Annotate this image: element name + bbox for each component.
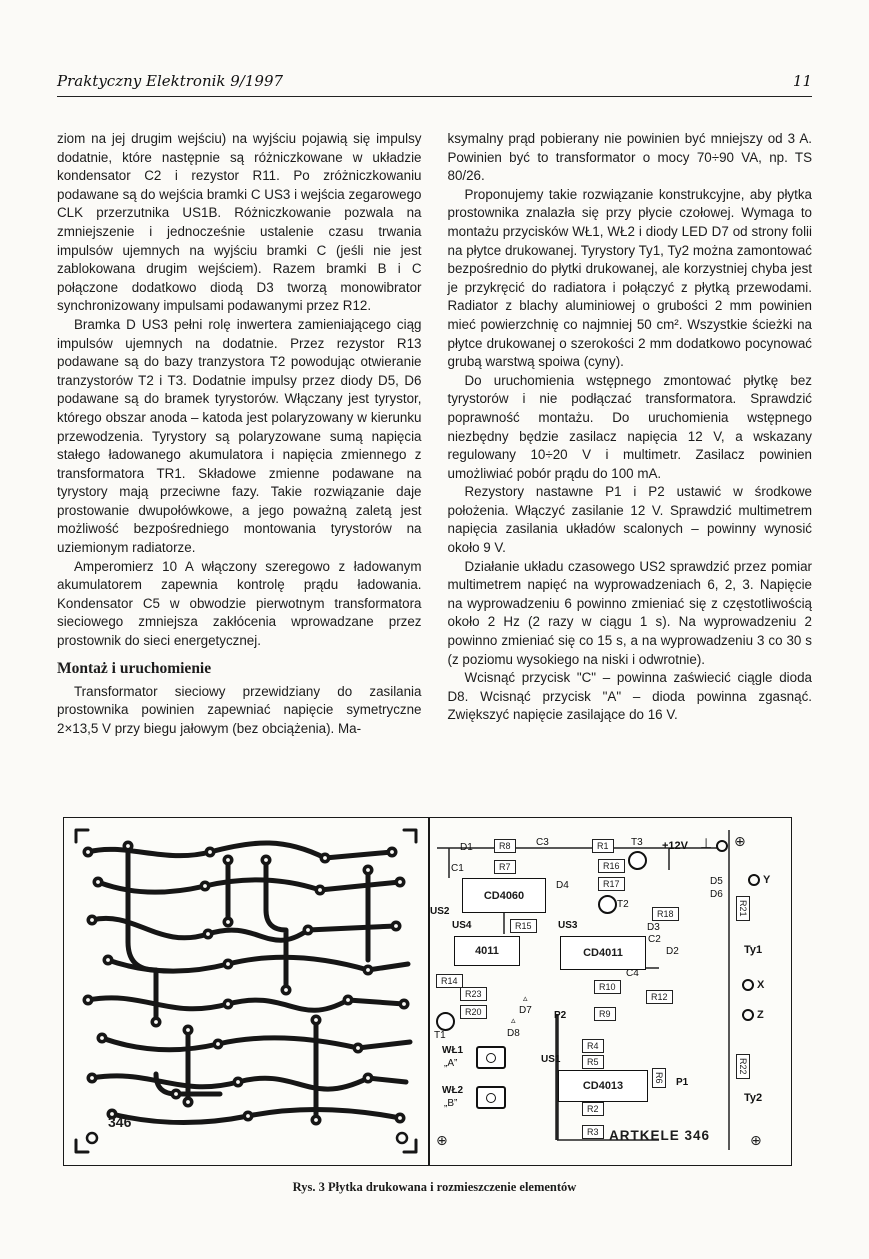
resistor-r15: R15 xyxy=(510,919,537,933)
column-left xyxy=(57,130,422,738)
pcb-trace-art xyxy=(70,824,422,1158)
article-body xyxy=(57,130,812,738)
section-heading: Montaż i uruchomienie xyxy=(57,659,212,677)
terminal-z-label: Z xyxy=(757,1009,764,1021)
terminal-top xyxy=(716,840,728,852)
ground-icon: ⊥ xyxy=(700,836,713,852)
resistor-r3: R3 xyxy=(582,1125,604,1139)
resistor-r14: R14 xyxy=(436,974,463,988)
resistor-r4: R4 xyxy=(582,1039,604,1053)
terminal-y xyxy=(748,874,770,886)
label-transistor-t3: T3 xyxy=(631,837,643,848)
ic-cd4013-label: CD4013 xyxy=(582,1080,624,1092)
terminal-z xyxy=(742,1009,764,1021)
ic-cd4060 xyxy=(462,878,546,913)
registration-mark-icon: ⊕ xyxy=(436,1133,448,1149)
label-wl2-b: „B” xyxy=(444,1098,458,1109)
paragraph: ziom na jej drugim wejściu) na wyjściu pojawią się impulsy dodatnie, które następnie są różniczkowane w układzie kondensator C2 i rezystor R11. Po zróżniczkowaniu podawane są do wejścia bramki C US3 i wejścia zegarowego CLK przerzutnika US1B. Różniczkowanie pozwala na zmniejszenie i jednocześnie ustalenie czasu trwania impulsów ujemnych na wyjściu bramki C (jeśli nie jest zablokowana drugim wejściem). Razem bramki B i C połączone dodatkowo diodą D3 tworzą monowibrator synchronizowany impulsami podawanymi przez R12. xyxy=(57,131,422,314)
label-cap-c1: C1 xyxy=(451,863,464,874)
transistor-t1-body xyxy=(436,1012,455,1031)
registration-mark-icon: ⊕ xyxy=(734,834,746,850)
paragraph: Transformator sieciowy przewidziany do zasilania prostownika powinien zapewniać napięcie symetryczne 2×13,5 V przy biegu jałowym (bez obciążenia). Ma- xyxy=(57,683,422,736)
label-transistor-t2: T2 xyxy=(617,899,629,910)
label-wl1: WŁ1 xyxy=(442,1045,464,1056)
label-us1: US1 xyxy=(541,1054,561,1065)
figure-pcb xyxy=(63,817,792,1166)
terminal-x-label: X xyxy=(757,979,765,991)
label-ty2: Ty2 xyxy=(744,1092,763,1104)
pcb-number: 346 xyxy=(108,1114,132,1130)
page-number: 11 xyxy=(792,72,812,90)
terminal-x xyxy=(742,979,764,991)
resistor-r6: R6 xyxy=(652,1068,666,1088)
paragraph: Bramka D US3 pełni rolę inwertera zamieniającego ciąg impulsów ujemnych na dodatnie. Przez rezystor R13 podawane są do bazy tranzystora T2 powodując otwieranie tranzystorów T2 i T3. Dodatnie impulsy przez diody D5, D6 podawane są do bramek tyrystorów. Włączany jest tyrystor, którego obszar anoda – katoda jest polaryzowany w kierunku przewodzenia. Tyrystory są polaryzowane sumą napięcia stałego ładowanego akumulatora i napięcia zmiennego z transformatora TR1. Składowe zmienne podawane na tyrystory mają przeciwne fazy. Takie rozwiązanie daje prostowanie dwupołówkowe, a jego poważną zaletą jest możliwość bezpośredniego montowania tyrystorów na uziemionym radiatorze. xyxy=(57,316,422,556)
resistor-r22: R22 xyxy=(736,1054,750,1079)
diode-d8-icon: ▵ xyxy=(511,1016,516,1026)
label-cap-c2: C2 xyxy=(648,934,661,945)
paragraph: Proponujemy takie rozwiązanie konstrukcyjne, aby płytka prostownika znalazła się przy płycie czołowej. Wymaga to montażu przycisków WŁ1, WŁ2 i diody LED D7 od strony folii na płytce drukowanej. Tyrystory Ty1, Ty2 można zamontować bezpośrednio do płytki drukowanej, ale korzystniej chyba jest je przykręcić do radiatora i połączyć z płytką przewodami. Radiator z blachy aluminiowej o grubości 2 mm powinien mieć powierzchnię co najmniej 50 cm². Wszystkie ścieżki na płytce drukowanej o szerokości 2 mm dodatkowo pocynować grubą warstwą spoiwa (cyny). xyxy=(447,186,812,370)
label-transistor-t1: T1 xyxy=(434,1030,446,1041)
transistor-t2-body xyxy=(598,895,617,914)
resistor-r10: R10 xyxy=(594,980,621,994)
label-diode-d8: D8 xyxy=(507,1028,520,1039)
ic-cd4013 xyxy=(558,1070,648,1102)
resistor-r8: R8 xyxy=(494,839,516,853)
label-diode-d4: D4 xyxy=(556,880,569,891)
paragraph: Amperomierz 10 A włączony szeregowo z ładowanym akumulatorem zapewnia kontrolę prądu ładowania. Kondensator C5 w obwodzie pierwotnym transformatora sieciowego zmniejsza zakłócenia wprowadzane przez prostownik do sieci energetycznej. xyxy=(57,558,422,649)
label-diode-d2: D2 xyxy=(666,946,679,957)
resistor-r18: R18 xyxy=(652,907,679,921)
resistor-r9: R9 xyxy=(594,1007,616,1021)
label-ty1: Ty1 xyxy=(744,944,763,956)
resistor-r17: R17 xyxy=(598,877,625,891)
resistor-r16: R16 xyxy=(598,859,625,873)
label-led-d7: D7 xyxy=(519,1005,532,1016)
label-pot-p1: P1 xyxy=(676,1077,689,1088)
ic-cd4011-label: CD4011 xyxy=(583,947,623,959)
button-wl1 xyxy=(476,1046,506,1069)
paragraph: Do uruchomienia wstępnego zmontować płytkę bez tyrystorów i nie podłączać transformatora. Sprawdzić poprawność montażu. Do uruchomienia wstępnego niezbędny będzie zasilacz napięcia 12 V, a wskazany regulowany 10÷20 V i multimetr. Zasilacz powinien umożliwiać pobór prądu do 100 mA. xyxy=(447,372,812,481)
paragraph: Rezystory nastawne P1 i P2 ustawić w środkowe położenia. Włączyć zasilanie 12 V. Sprawdzić multimetrem napięcia zasilania układów scalonych – powinny wynosić około 9 V. xyxy=(447,484,812,556)
label-wl2: WŁ2 xyxy=(442,1085,464,1096)
brand-text: ARTKELE 346 xyxy=(609,1128,711,1143)
label-diode-d5: D5 xyxy=(710,876,723,887)
label-plus12v: +12V xyxy=(662,840,688,852)
ic-4011-label: 4011 xyxy=(475,945,499,957)
page-header xyxy=(57,72,812,90)
paragraph: ksymalny prąd pobierany nie powinien być mniejszy od 3 A. Powinien być to transformator o mocy 70÷90 VA, np. TS 80/26. xyxy=(447,131,812,184)
journal-title: Praktyczny Elektronik 9/1997 xyxy=(57,72,284,90)
label-diode-d1: D1 xyxy=(460,842,473,853)
button-wl2 xyxy=(476,1086,506,1109)
resistor-r5: R5 xyxy=(582,1055,604,1069)
label-us4: US4 xyxy=(452,920,472,931)
registration-mark-icon: ⊕ xyxy=(750,1133,762,1149)
label-pot-p2: P2 xyxy=(554,1010,567,1021)
label-cap-c4: C4 xyxy=(626,968,639,979)
ic-cd4060-label: CD4060 xyxy=(483,889,525,902)
resistor-r23: R23 xyxy=(460,987,487,1001)
header-rule xyxy=(57,96,812,97)
paragraph: Działanie układu czasowego US2 sprawdzić przez pomiar multimetrem napięć na wyprowadzeniach 6, 2, 3. Napięcie na wyprowadzeniu 6 powinno zmieniać się z częstotliwością około 2 Hz (2 razy w ciągu 1 s). Na wyprowadzeniu 2 powinno zmieniać się co 15 s, a na wyprowadzeniu 3 co 30 s (z poziomu wysokiego na niski i odwrotnie). xyxy=(447,558,812,667)
label-wl1-a: „A” xyxy=(444,1058,458,1069)
label-cap-c3: C3 xyxy=(536,837,549,848)
label-us2: US2 xyxy=(430,906,450,917)
resistor-r20: R20 xyxy=(460,1005,487,1019)
label-diode-d6: D6 xyxy=(710,889,723,900)
terminal-y-label: Y xyxy=(763,874,771,886)
ic-4011 xyxy=(454,936,520,966)
transistor-t3-body xyxy=(628,851,647,870)
resistor-r7: R7 xyxy=(494,860,516,874)
resistor-r12: R12 xyxy=(646,990,673,1004)
resistor-r21: R21 xyxy=(736,896,750,921)
figure-caption: Rys. 3 Płytka drukowana i rozmieszczenie elementów xyxy=(292,1180,577,1194)
column-right xyxy=(448,130,813,738)
label-diode-d3: D3 xyxy=(647,922,660,933)
label-us3: US3 xyxy=(558,920,578,931)
resistor-r2: R2 xyxy=(582,1102,604,1116)
paragraph: Wcisnąć przycisk "C" – powinna zaświecić ciągle dioda D8. Wcisnąć przycisk "A" – dioda powinna zgasnąć. Zwiększyć napięcie zasilające do 16 V. xyxy=(447,670,812,723)
led-d7-icon: ▵ xyxy=(523,994,528,1004)
resistor-r1: R1 xyxy=(592,839,614,853)
ic-cd4011 xyxy=(560,936,646,970)
